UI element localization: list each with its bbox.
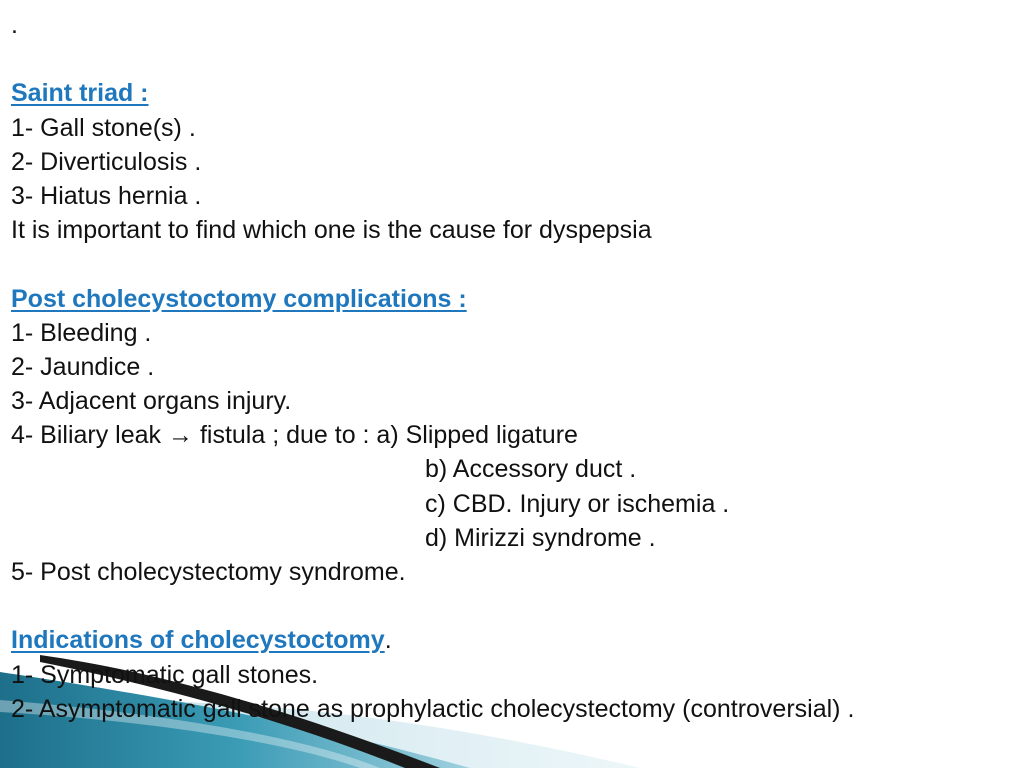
spacer: [11, 589, 1011, 623]
saint-triad-item: 2- Diverticulosis .: [11, 147, 202, 176]
indication-item: 1- Symptomatic gall stones.: [11, 660, 319, 689]
complication-item: 5- Post cholecystectomy syndrome.: [11, 558, 406, 586]
complication-item: 4- Biliary leak → fistula ; due to : a) Slipped ligature: [11, 421, 578, 450]
complications-section: [11, 282, 1011, 316]
indications-heading-suffix: .: [384, 626, 392, 655]
spacer: [11, 42, 1011, 76]
complication-item: 1- Bleeding .: [11, 318, 152, 347]
saint-triad-item: 3- Hiatus hernia .: [11, 181, 202, 210]
slide-content: [11, 8, 1011, 726]
complications-heading: Post cholecystoctomy complications :: [11, 284, 467, 313]
saint-triad-heading: Saint triad :: [11, 79, 149, 108]
biliary-leak-cause: d) Mirizzi syndrome .: [425, 523, 656, 552]
saint-triad-item: 1- Gall stone(s) .: [11, 113, 196, 142]
indications-heading: Indications of cholecystoctomy: [11, 626, 385, 655]
biliary-leak-cause: c) CBD. Injury or ischemia .: [425, 489, 730, 518]
spacer: [11, 247, 1011, 281]
indication-item: 2- Asymptomatic gall stone as prophylactic cholecystectomy (controversial) .: [11, 694, 855, 723]
complication-item: 3- Adjacent organs injury.: [11, 387, 292, 416]
indications-section: [11, 623, 1011, 657]
saint-triad-note: It is important to find which one is the cause for dyspepsia: [11, 216, 652, 245]
complication-item: 2- Jaundice .: [11, 352, 155, 381]
saint-triad-section: [11, 76, 1011, 110]
top-mark: .: [11, 11, 18, 39]
biliary-leak-cause: b) Accessory duct .: [425, 455, 637, 484]
